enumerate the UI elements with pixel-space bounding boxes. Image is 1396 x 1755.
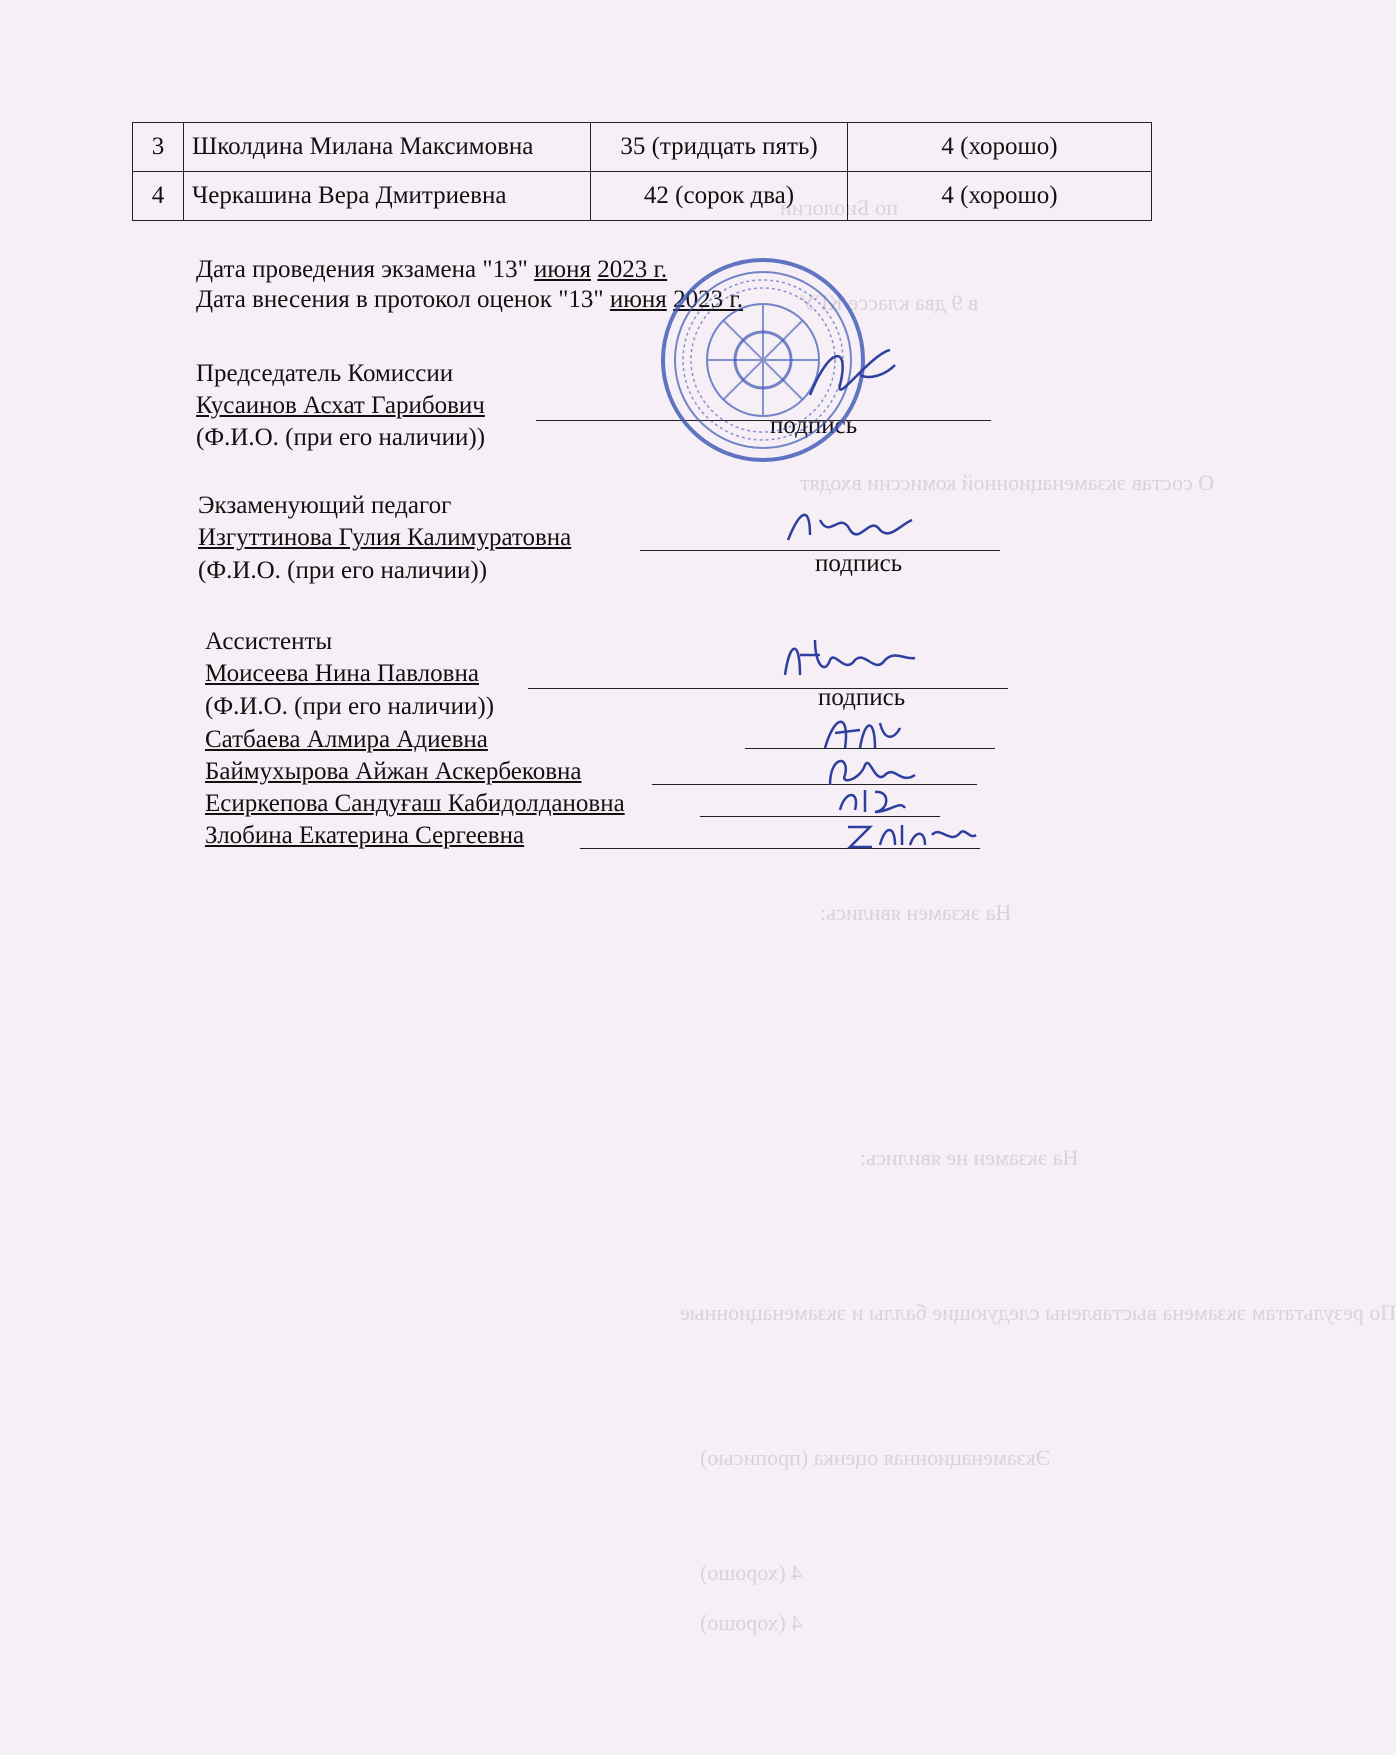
exam-date-prefix: Дата проведения экзамена "13" xyxy=(196,256,528,283)
assistants-fio-note: (Ф.И.О. (при его наличии)) xyxy=(205,693,495,720)
bleed-through-text: в 9 два классе КГУ xyxy=(800,290,979,315)
bleed-through-text: На экзамен не явились: xyxy=(860,1145,1079,1170)
examiner-signature-label: подпись xyxy=(815,550,903,577)
chairman-signature-icon xyxy=(800,335,910,415)
row-number: 3 xyxy=(133,123,184,172)
bleed-through-text: 4 (хорошо) xyxy=(700,1610,803,1635)
bleed-through-text: по Биологии xyxy=(780,195,898,220)
exam-date-year: 2023 г. xyxy=(597,256,668,283)
assistant-signature-icon xyxy=(830,780,910,820)
student-name: Черкашина Вера Дмитриевна xyxy=(184,172,591,221)
row-number: 4 xyxy=(133,172,184,221)
chairman-name: Кусаинов Асхат Гарибович xyxy=(196,392,485,419)
assistant-signature-icon xyxy=(775,630,925,690)
student-name: Школдина Милана Максимовна xyxy=(184,123,591,172)
bleed-through-text: 4 (хорошо) xyxy=(700,1560,803,1585)
assistant-name: Баймухырова Айжан Аскербековна xyxy=(205,758,582,785)
chairman-fio-note: (Ф.И.О. (при его наличии)) xyxy=(196,424,486,451)
assistants-signature-label: подпись xyxy=(818,684,906,711)
results-table xyxy=(132,122,1152,221)
assistant-name: Есиркепова Сандуғаш Кабидолдановна xyxy=(205,790,625,817)
assistant-signature-icon xyxy=(840,815,980,855)
assistant-name: Злобина Екатерина Сергеевна xyxy=(205,822,525,849)
bleed-through-text: О состав экзаменационной комиссии входят xyxy=(800,470,1215,495)
chairman-signature-label: подпись xyxy=(770,412,858,439)
assistant-signature-line xyxy=(528,688,1008,689)
table-row xyxy=(133,123,1152,172)
entry-date-year: 2023 г. xyxy=(673,286,743,313)
entry-date-prefix: Дата внесения в протокол оценок "13" xyxy=(196,286,604,313)
score-cell: 42 (сорок два) xyxy=(591,172,848,221)
exam-date-line xyxy=(196,256,667,284)
chairman-role: Председатель Комиссии xyxy=(196,360,454,387)
exam-date-month: июня xyxy=(534,256,591,283)
bleed-through-text: На экзамен явились: xyxy=(820,900,1012,925)
examiner-name: Изгуттинова Гулия Калимуратовна xyxy=(198,524,572,551)
examiner-fio-note: (Ф.И.О. (при его наличии)) xyxy=(198,557,488,584)
examiner-role: Экзаменующий педагог xyxy=(198,492,452,519)
assistant-signature-line xyxy=(652,784,977,785)
table-row xyxy=(133,172,1152,221)
entry-date-month: июня xyxy=(609,286,667,313)
examiner-signature-icon xyxy=(780,490,920,560)
assistant-name: Сатбаева Алмира Адиевна xyxy=(205,726,488,753)
grade-cell: 4 (хорошо) xyxy=(848,123,1152,172)
assistants-role: Ассистенты xyxy=(205,628,333,655)
assistant-name: Моисеева Нина Павловна xyxy=(205,660,479,687)
score-cell: 35 (тридцать пять) xyxy=(591,123,848,172)
bleed-through-text: По результатам экзамена выставлены следующие баллы и экзаменационные xyxy=(680,1300,1396,1325)
grade-cell: 4 (хорошо) xyxy=(848,172,1152,221)
bleed-through-text: Экзаменационная оценка (прописью) xyxy=(700,1445,1051,1470)
